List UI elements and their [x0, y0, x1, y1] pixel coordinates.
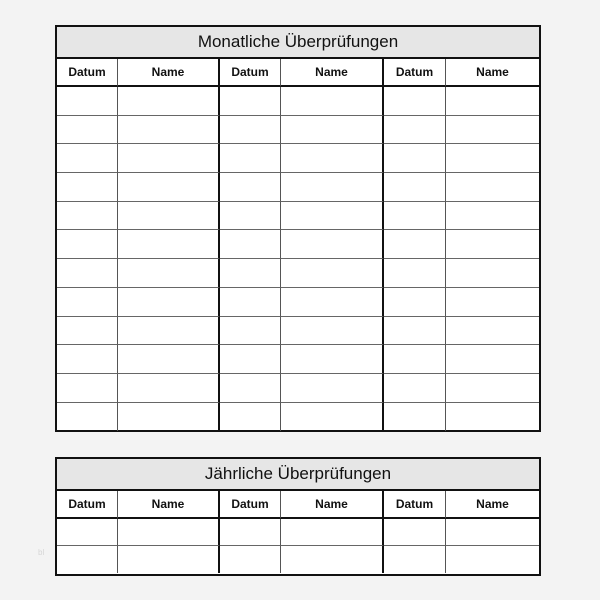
entry-cell-name[interactable]	[446, 403, 539, 432]
entry-cell-name[interactable]	[281, 317, 384, 346]
column-header-name: Name	[118, 491, 220, 519]
column-header-date: Datum	[220, 491, 281, 519]
entry-cell-date[interactable]	[384, 230, 446, 259]
entry-cell-date[interactable]	[384, 173, 446, 202]
entry-cell-name[interactable]	[281, 259, 384, 288]
entry-cell-date[interactable]	[57, 173, 118, 202]
entry-cell-name[interactable]	[446, 374, 539, 403]
entry-cell-name[interactable]	[446, 202, 539, 231]
entry-cell-date[interactable]	[220, 288, 281, 317]
column-header-name: Name	[281, 491, 384, 519]
entry-cell-name[interactable]	[118, 144, 220, 173]
watermark: bl	[38, 548, 45, 557]
entry-cell-date[interactable]	[384, 288, 446, 317]
entry-cell-name[interactable]	[118, 403, 220, 432]
column-header-name: Name	[118, 59, 220, 87]
column-header-date: Datum	[384, 491, 446, 519]
entry-cell-date[interactable]	[220, 144, 281, 173]
entry-cell-date[interactable]	[220, 403, 281, 432]
yearly-checks-table	[55, 457, 541, 576]
entry-cell-name[interactable]	[118, 259, 220, 288]
entry-cell-name[interactable]	[446, 87, 539, 116]
entry-cell-date[interactable]	[384, 519, 446, 546]
entry-cell-name[interactable]	[118, 345, 220, 374]
entry-cell-name[interactable]	[118, 116, 220, 145]
entry-cell-name[interactable]	[118, 546, 220, 573]
entry-cell-name[interactable]	[118, 230, 220, 259]
entry-cell-name[interactable]	[281, 403, 384, 432]
column-header-date: Datum	[220, 59, 281, 87]
entry-cell-name[interactable]	[281, 202, 384, 231]
entry-cell-name[interactable]	[446, 144, 539, 173]
entry-cell-date[interactable]	[384, 546, 446, 573]
entry-cell-name[interactable]	[281, 374, 384, 403]
entry-cell-name[interactable]	[118, 202, 220, 231]
entry-cell-date[interactable]	[384, 317, 446, 346]
entry-cell-name[interactable]	[446, 259, 539, 288]
entry-cell-name[interactable]	[118, 374, 220, 403]
entry-cell-date[interactable]	[57, 288, 118, 317]
monthly-checks-grid	[57, 59, 539, 431]
yearly-checks-title: Jährliche Überprüfungen	[57, 459, 539, 491]
entry-cell-name[interactable]	[118, 173, 220, 202]
entry-cell-name[interactable]	[281, 345, 384, 374]
entry-cell-date[interactable]	[220, 230, 281, 259]
entry-cell-date[interactable]	[57, 403, 118, 432]
entry-cell-date[interactable]	[384, 345, 446, 374]
entry-cell-name[interactable]	[281, 173, 384, 202]
entry-cell-date[interactable]	[220, 202, 281, 231]
entry-cell-date[interactable]	[57, 230, 118, 259]
entry-cell-name[interactable]	[281, 546, 384, 573]
entry-cell-date[interactable]	[57, 87, 118, 116]
entry-cell-name[interactable]	[446, 546, 539, 573]
entry-cell-name[interactable]	[446, 345, 539, 374]
column-header-name: Name	[281, 59, 384, 87]
entry-cell-date[interactable]	[220, 173, 281, 202]
entry-cell-date[interactable]	[57, 116, 118, 145]
entry-cell-name[interactable]	[281, 230, 384, 259]
entry-cell-name[interactable]	[281, 144, 384, 173]
column-header-name: Name	[446, 59, 539, 87]
entry-cell-date[interactable]	[57, 202, 118, 231]
entry-cell-name[interactable]	[118, 519, 220, 546]
entry-cell-name[interactable]	[446, 288, 539, 317]
entry-cell-name[interactable]	[446, 173, 539, 202]
entry-cell-date[interactable]	[57, 546, 118, 573]
entry-cell-date[interactable]	[220, 519, 281, 546]
entry-cell-date[interactable]	[384, 259, 446, 288]
entry-cell-date[interactable]	[57, 345, 118, 374]
column-header-name: Name	[446, 491, 539, 519]
entry-cell-date[interactable]	[384, 116, 446, 145]
entry-cell-date[interactable]	[384, 144, 446, 173]
entry-cell-date[interactable]	[220, 259, 281, 288]
entry-cell-date[interactable]	[220, 374, 281, 403]
entry-cell-date[interactable]	[57, 144, 118, 173]
entry-cell-date[interactable]	[384, 374, 446, 403]
entry-cell-name[interactable]	[118, 288, 220, 317]
entry-cell-date[interactable]	[384, 403, 446, 432]
entry-cell-name[interactable]	[446, 317, 539, 346]
entry-cell-date[interactable]	[57, 374, 118, 403]
entry-cell-date[interactable]	[384, 87, 446, 116]
entry-cell-date[interactable]	[220, 546, 281, 573]
entry-cell-name[interactable]	[118, 317, 220, 346]
entry-cell-name[interactable]	[281, 87, 384, 116]
entry-cell-date[interactable]	[57, 519, 118, 546]
entry-cell-name[interactable]	[446, 116, 539, 145]
entry-cell-date[interactable]	[57, 259, 118, 288]
entry-cell-date[interactable]	[57, 317, 118, 346]
entry-cell-name[interactable]	[281, 288, 384, 317]
entry-cell-name[interactable]	[446, 230, 539, 259]
entry-cell-date[interactable]	[220, 345, 281, 374]
entry-cell-date[interactable]	[220, 87, 281, 116]
monthly-checks-table	[55, 25, 541, 432]
column-header-date: Datum	[57, 59, 118, 87]
entry-cell-date[interactable]	[220, 317, 281, 346]
entry-cell-name[interactable]	[446, 519, 539, 546]
yearly-checks-grid	[57, 491, 539, 573]
column-header-date: Datum	[384, 59, 446, 87]
entry-cell-name[interactable]	[281, 116, 384, 145]
column-header-date: Datum	[57, 491, 118, 519]
entry-cell-name[interactable]	[118, 87, 220, 116]
entry-cell-name[interactable]	[281, 519, 384, 546]
entry-cell-date[interactable]	[384, 202, 446, 231]
monthly-checks-title: Monatliche Überprüfungen	[57, 27, 539, 59]
entry-cell-date[interactable]	[220, 116, 281, 145]
